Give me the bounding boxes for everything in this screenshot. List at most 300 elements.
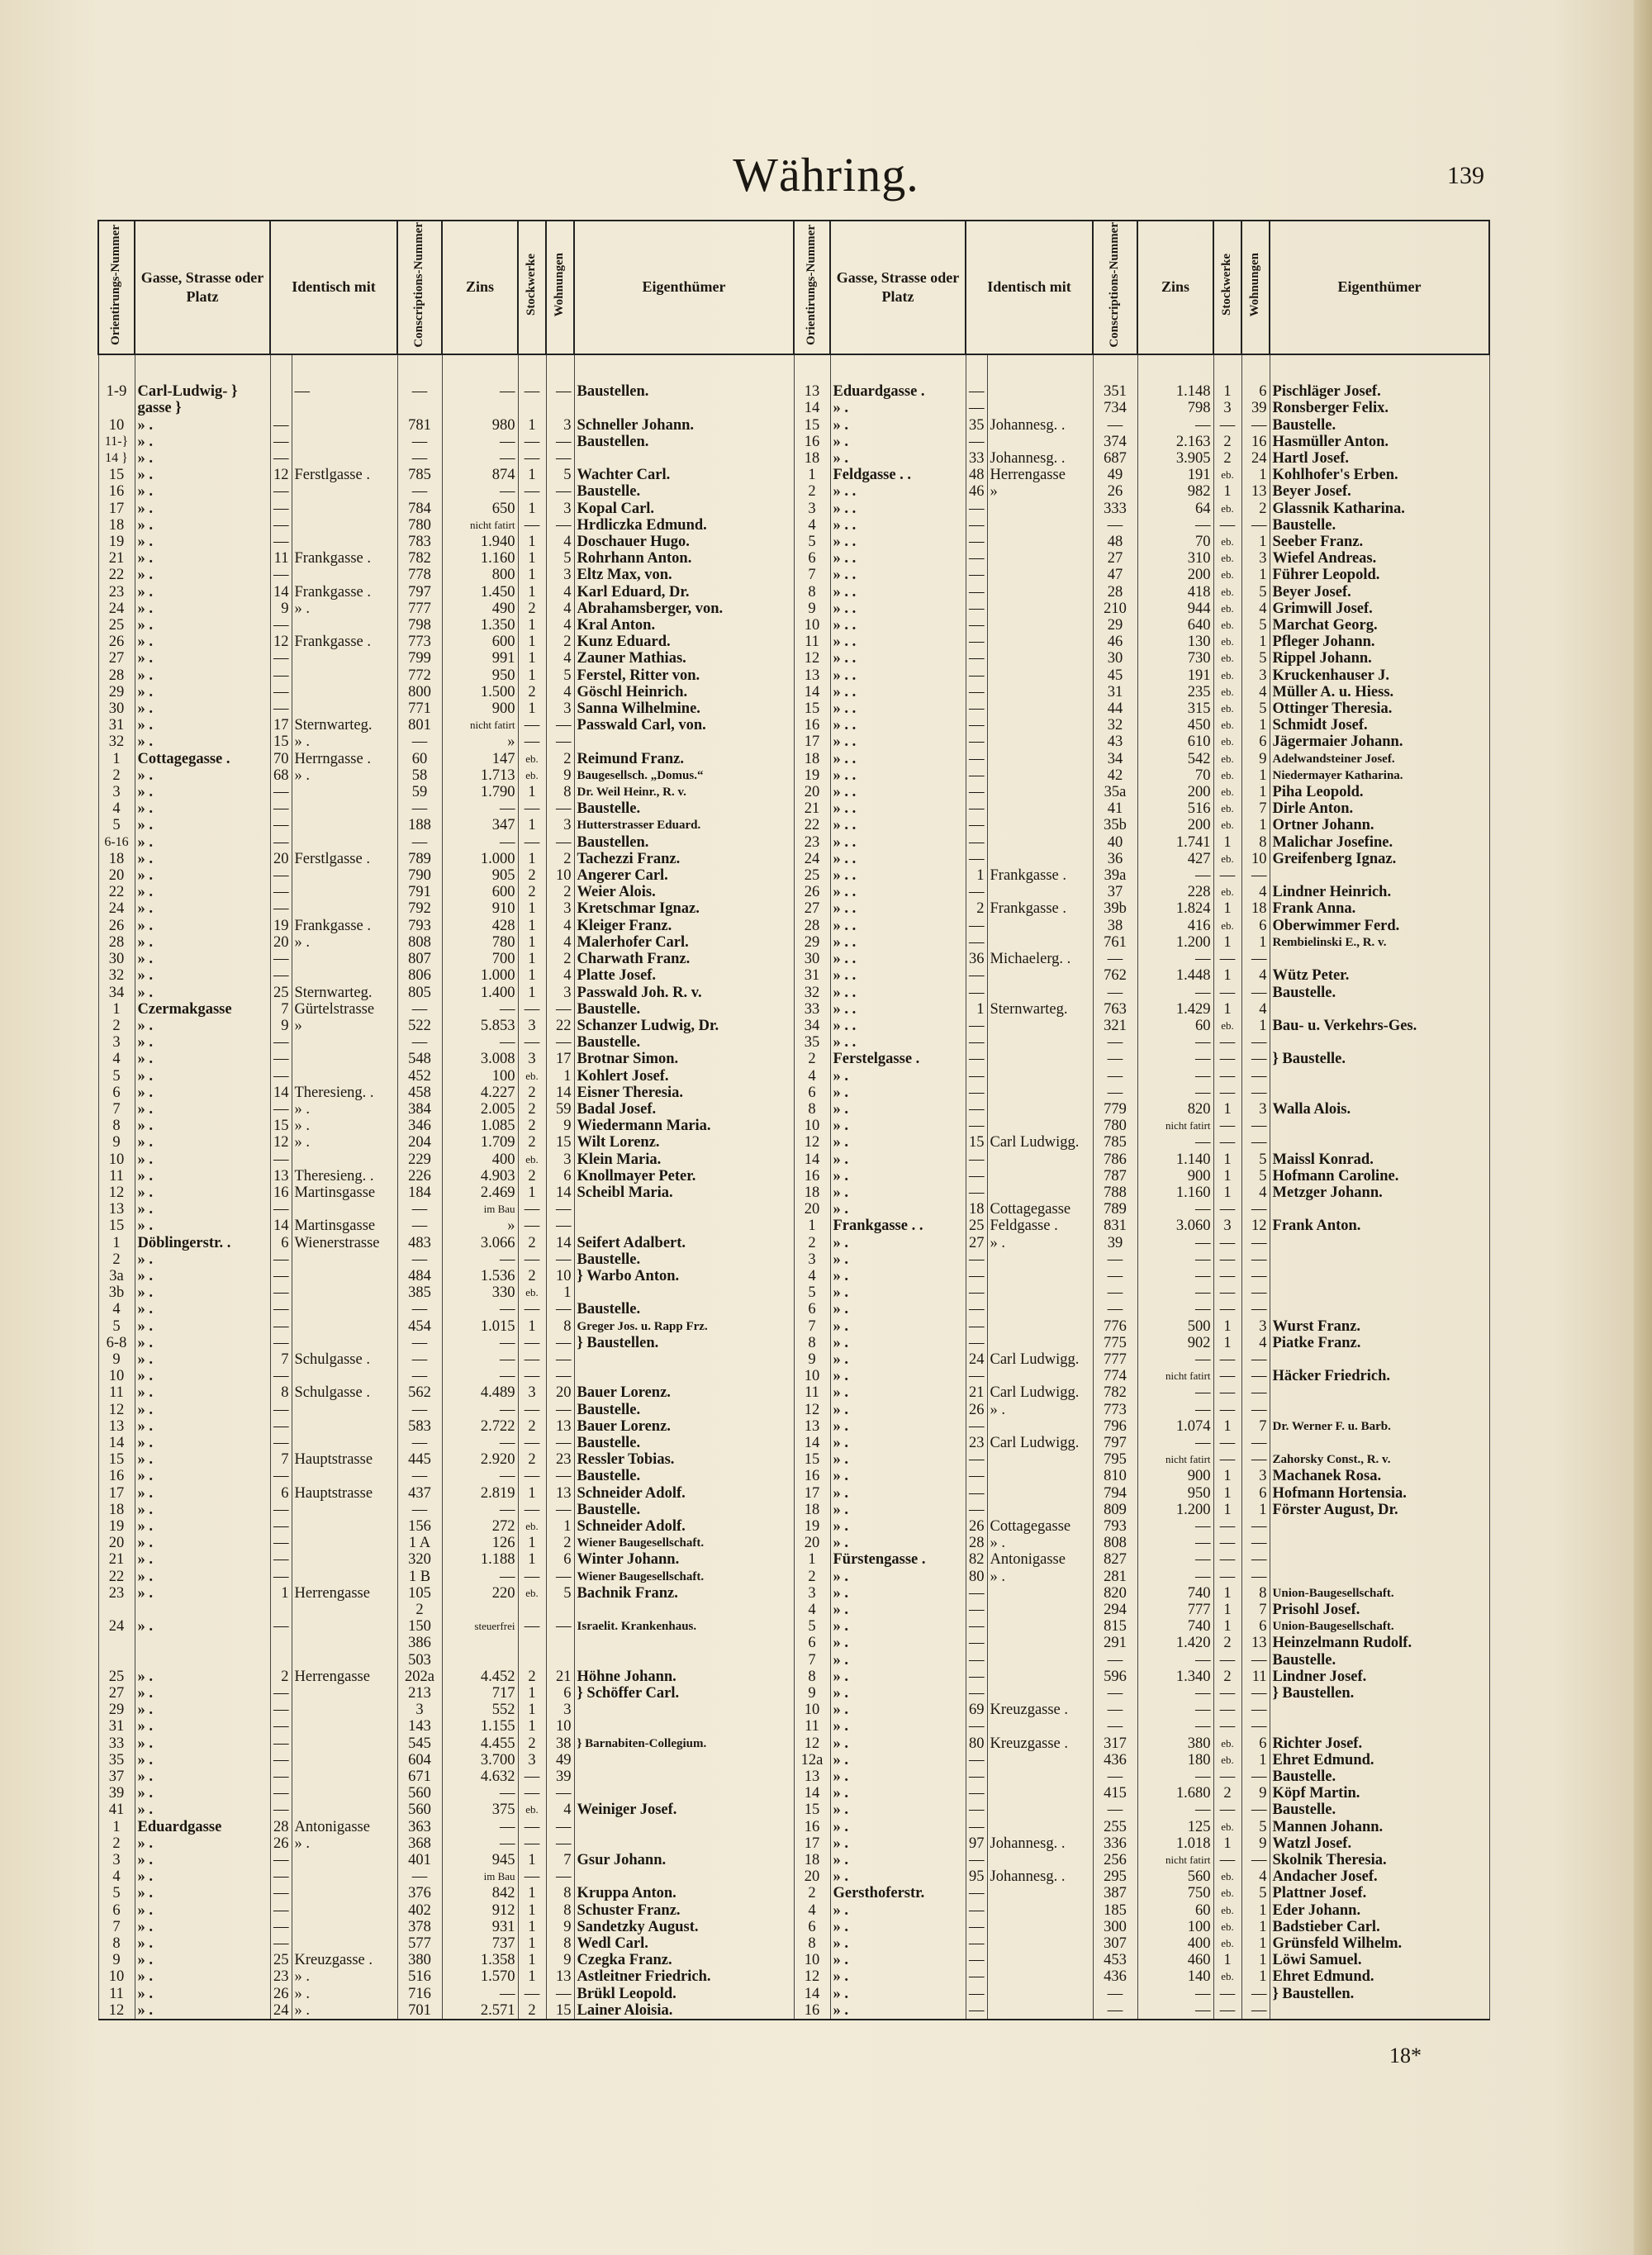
- cell-eigen: Astleitner Friedrich.: [574, 1968, 794, 1985]
- cell-zins: 3.066: [442, 1235, 518, 1251]
- cell-consc: 562: [397, 1384, 442, 1401]
- cell-eigen: [574, 1718, 794, 1735]
- cell-consc: 402: [397, 1902, 442, 1919]
- cell-consc: —: [397, 1402, 442, 1418]
- cell-gasse: » . .: [830, 617, 966, 634]
- cell-gasse: » .: [830, 1852, 966, 1868]
- table-row: [98, 383, 794, 400]
- cell-consc: 37: [1093, 884, 1137, 900]
- cell-ident-gasse: » .: [292, 1101, 397, 1118]
- cell-consc: 560: [397, 1802, 442, 1818]
- cell-consc: —: [397, 383, 442, 400]
- cell-gasse: Eduardgasse .: [830, 383, 966, 400]
- cell-gasse: » .: [830, 1518, 966, 1535]
- cell-stock: 1: [1213, 1168, 1241, 1184]
- cell-consc: 779: [1093, 1101, 1137, 1118]
- cell-gasse: [830, 354, 966, 383]
- cell-stock: eb.: [1213, 1868, 1241, 1885]
- table-row: [98, 1101, 794, 1118]
- table-row: [794, 2002, 1489, 2020]
- cell-ident-nr: 12: [270, 467, 292, 483]
- cell-eigen: Kohlhofer's Erben.: [1270, 467, 1489, 483]
- table-row: [794, 1835, 1489, 1852]
- cell-eigen: [574, 1868, 794, 1885]
- cell-orient: 34: [794, 1018, 830, 1034]
- table-row: [98, 851, 794, 867]
- cell-zins: 3.008: [442, 1051, 518, 1067]
- table-row: [794, 767, 1489, 784]
- cell-eigen: Führer Leopold.: [1270, 567, 1489, 583]
- cell-orient: [98, 354, 135, 383]
- cell-zins: —: [1137, 1768, 1213, 1785]
- cell-ident-nr: —: [966, 1184, 987, 1201]
- header-row: [98, 221, 794, 354]
- cell-consc: 210: [1093, 601, 1137, 617]
- cell-stock: 1: [1213, 1602, 1241, 1618]
- cell-wohn: —: [1241, 1085, 1270, 1101]
- cell-eigen: Ortner Johann.: [1270, 817, 1489, 833]
- cell-stock: 1: [518, 417, 546, 434]
- cell-eigen: Dr. Werner F. u. Barb.: [1270, 1418, 1489, 1435]
- cell-zins: 874: [442, 467, 518, 483]
- cell-zins: 1.188: [442, 1551, 518, 1568]
- cell-gasse: Gersthoferstr.: [830, 1885, 966, 1901]
- cell-orient: [98, 1652, 135, 1669]
- cell-consc: 320: [397, 1551, 442, 1568]
- cell-consc: 801: [397, 717, 442, 733]
- cell-stock: [518, 400, 546, 416]
- cell-zins: 980: [442, 417, 518, 434]
- cell-ident-nr: 2: [966, 900, 987, 917]
- cell-consc: 483: [397, 1235, 442, 1251]
- cell-zins: 3.060: [1137, 1218, 1213, 1234]
- cell-stock: 1: [518, 1919, 546, 1935]
- cell-orient: 17: [98, 1485, 135, 1502]
- cell-ident-gasse: Wienerstrasse: [292, 1235, 397, 1251]
- cell-gasse: » .: [830, 1718, 966, 1735]
- table-row: [98, 354, 794, 383]
- cell-ident-nr: —: [966, 1952, 987, 1968]
- cell-ident-gasse: [987, 1618, 1093, 1635]
- cell-ident-nr: —: [270, 650, 292, 667]
- cell-ident-nr: 6: [270, 1485, 292, 1502]
- cell-stock: —: [1213, 1268, 1241, 1284]
- cell-wohn: —: [1241, 985, 1270, 1001]
- table-row: [98, 1118, 794, 1134]
- cell-wohn: 3: [546, 817, 574, 833]
- cell-ident-gasse: Carl Ludwigg.: [987, 1435, 1093, 1451]
- cell-wohn: —: [546, 717, 574, 733]
- cell-stock: 2: [1213, 1669, 1241, 1685]
- cell-consc: 437: [397, 1485, 442, 1502]
- cell-ident-nr: —: [966, 1785, 987, 1802]
- table-row: [98, 1785, 794, 1802]
- cell-zins: 315: [1137, 700, 1213, 717]
- cell-zins: [442, 400, 518, 416]
- cell-consc: 40: [1093, 834, 1137, 851]
- cell-ident-gasse: [987, 733, 1093, 750]
- cell-wohn: 7: [1241, 1602, 1270, 1618]
- cell-ident-nr: 26: [966, 1518, 987, 1535]
- cell-eigen: Charwath Franz.: [574, 951, 794, 967]
- cell-orient: 2: [794, 1051, 830, 1067]
- cell-wohn: —: [1241, 1284, 1270, 1301]
- cell-ident-nr: —: [270, 567, 292, 583]
- cell-ident-gasse: [987, 918, 1093, 934]
- cell-wohn: —: [1241, 1351, 1270, 1368]
- cell-stock: eb.: [1213, 918, 1241, 934]
- table-row: [98, 1085, 794, 1101]
- cell-ident-gasse: Johannesg. .: [987, 1868, 1093, 1885]
- cell-ident-nr: —: [270, 1051, 292, 1067]
- cell-stock: 2: [518, 867, 546, 884]
- cell-wohn: —: [546, 1986, 574, 2002]
- cell-zins: 126: [442, 1535, 518, 1551]
- cell-consc: 800: [397, 684, 442, 700]
- cell-ident-nr: 2: [270, 1669, 292, 1685]
- cell-gasse: » .: [135, 1752, 270, 1768]
- cell-consc: 831: [1093, 1218, 1137, 1234]
- cell-wohn: 1: [1241, 1952, 1270, 1968]
- cell-ident-nr: —: [966, 733, 987, 750]
- table-row: [98, 800, 794, 817]
- cell-orient: 2: [98, 767, 135, 784]
- cell-gasse: » . .: [830, 851, 966, 867]
- cell-eigen: [574, 1819, 794, 1835]
- cell-zins: 1.536: [442, 1268, 518, 1284]
- cell-ident-gasse: [292, 1768, 397, 1785]
- cell-gasse: » .: [135, 417, 270, 434]
- table-row: [794, 1235, 1489, 1251]
- table-row: [794, 1301, 1489, 1317]
- cell-consc: 560: [397, 1785, 442, 1802]
- cell-ident-gasse: [987, 1268, 1093, 1284]
- cell-consc: 789: [1093, 1201, 1137, 1218]
- cell-gasse: » .: [830, 1685, 966, 1702]
- cell-ident-gasse: [987, 985, 1093, 1001]
- cell-zins: —: [1137, 417, 1213, 434]
- cell-stock: 3: [518, 1752, 546, 1768]
- cell-gasse: » .: [830, 1134, 966, 1151]
- cell-consc: 776: [1093, 1318, 1137, 1335]
- cell-stock: —: [1213, 985, 1241, 1001]
- cell-orient: 26: [98, 634, 135, 650]
- cell-wohn: 23: [546, 1451, 574, 1468]
- cell-stock: 2: [518, 1235, 546, 1251]
- cell-consc: 687: [1093, 450, 1137, 467]
- cell-zins: [442, 354, 518, 383]
- cell-ident-gasse: [987, 617, 1093, 634]
- cell-stock: 3: [518, 1018, 546, 1034]
- cell-stock: eb.: [1213, 667, 1241, 684]
- cell-eigen: Frank Anna.: [1270, 900, 1489, 917]
- table-row: [98, 434, 794, 450]
- cell-consc: 797: [397, 584, 442, 601]
- table-row: [98, 1952, 794, 1968]
- cell-orient: 27: [794, 900, 830, 917]
- cell-orient: 3: [98, 1852, 135, 1868]
- cell-consc: —: [397, 450, 442, 467]
- cell-consc: —: [1093, 1652, 1137, 1669]
- cell-wohn: 38: [546, 1735, 574, 1752]
- cell-wohn: 17: [546, 1051, 574, 1067]
- cell-zins: 991: [442, 650, 518, 667]
- cell-stock: —: [1213, 951, 1241, 967]
- table-row: [98, 450, 794, 467]
- cell-ident-gasse: [292, 617, 397, 634]
- cell-zins: 610: [1137, 733, 1213, 750]
- table-row: [794, 1602, 1489, 1618]
- cell-consc: 42: [1093, 767, 1137, 784]
- cell-ident-nr: —: [270, 1702, 292, 1718]
- cell-wohn: 6: [1241, 733, 1270, 750]
- cell-ident-nr: 15: [966, 1134, 987, 1151]
- cell-eigen: Weiniger Josef.: [574, 1802, 794, 1818]
- cell-zins: 200: [1137, 567, 1213, 583]
- cell-gasse: » . .: [830, 667, 966, 684]
- cell-orient: 2: [794, 1569, 830, 1585]
- cell-wohn: 10: [546, 1268, 574, 1284]
- cell-gasse: » .: [830, 1368, 966, 1384]
- cell-consc: 790: [397, 867, 442, 884]
- table-row: [98, 1718, 794, 1735]
- cell-consc: 60: [397, 751, 442, 767]
- cell-ident-gasse: [292, 1435, 397, 1451]
- cell-gasse: » .: [830, 1902, 966, 1919]
- table-row: [794, 1569, 1489, 1585]
- cell-ident-nr: —: [966, 517, 987, 534]
- cell-ident-nr: —: [270, 417, 292, 434]
- cell-gasse: » . .: [830, 951, 966, 967]
- cell-gasse: » . .: [830, 884, 966, 900]
- cell-gasse: » .: [135, 985, 270, 1001]
- cell-wohn: 16: [1241, 434, 1270, 450]
- cell-eigen: Hutterstrasser Eduard.: [574, 817, 794, 833]
- cell-eigen: [1270, 1435, 1489, 1451]
- table-row: [98, 717, 794, 733]
- col-stock: Stockwerke: [1213, 221, 1241, 354]
- cell-wohn: 2: [546, 634, 574, 650]
- cell-ident-gasse: [987, 1819, 1093, 1835]
- cell-zins: —: [442, 1819, 518, 1835]
- cell-ident-nr: —: [966, 800, 987, 817]
- cell-zins: 944: [1137, 601, 1213, 617]
- cell-ident-nr: 16: [270, 1184, 292, 1201]
- cell-eigen: Ottinger Theresia.: [1270, 700, 1489, 717]
- cell-consc: 380: [397, 1952, 442, 1968]
- cell-ident-gasse: [987, 1768, 1093, 1785]
- cell-stock: [1213, 354, 1241, 383]
- cell-gasse: » .: [135, 1018, 270, 1034]
- cell-ident-nr: —: [966, 767, 987, 784]
- cell-stock: eb.: [1213, 1902, 1241, 1919]
- cell-eigen: Baustelle.: [1270, 1802, 1489, 1818]
- cell-ident-nr: —: [270, 784, 292, 800]
- cell-wohn: —: [1241, 1451, 1270, 1468]
- cell-ident-nr: —: [966, 1034, 987, 1051]
- cell-consc: 295: [1093, 1868, 1137, 1885]
- cell-eigen: [574, 1218, 794, 1234]
- cell-stock: 1: [1213, 1418, 1241, 1435]
- cell-gasse: » .: [830, 1752, 966, 1768]
- cell-consc: 336: [1093, 1835, 1137, 1852]
- table-row: [98, 567, 794, 583]
- cell-wohn: 7: [1241, 1418, 1270, 1435]
- cell-zins: —: [442, 1986, 518, 2002]
- cell-orient: 27: [98, 1685, 135, 1702]
- cell-ident-nr: —: [270, 1502, 292, 1518]
- table-row: [794, 985, 1489, 1001]
- cell-stock: eb.: [1213, 567, 1241, 583]
- cell-zins: 982: [1137, 483, 1213, 500]
- cell-eigen: Glassnik Katharina.: [1270, 501, 1489, 517]
- cell-consc: 294: [1093, 1602, 1137, 1618]
- cell-wohn: 39: [546, 1768, 574, 1785]
- cell-consc: 213: [397, 1685, 442, 1702]
- cell-orient: 3a: [98, 1268, 135, 1284]
- cell-stock: 1: [518, 1702, 546, 1718]
- cell-ident-gasse: Sternwarteg.: [987, 1001, 1093, 1018]
- cell-stock: 2: [518, 884, 546, 900]
- cell-zins: 60: [1137, 1018, 1213, 1034]
- cell-eigen: Wilt Lorenz.: [574, 1134, 794, 1151]
- cell-stock: eb.: [1213, 733, 1241, 750]
- cell-consc: 48: [1093, 534, 1137, 550]
- cell-wohn: [546, 1635, 574, 1651]
- cell-ident-gasse: [292, 1284, 397, 1301]
- cell-consc: —: [1093, 1718, 1137, 1735]
- cell-orient: 32: [98, 967, 135, 984]
- cell-eigen: Eder Johann.: [1270, 1902, 1489, 1919]
- cell-eigen: Brotnar Simon.: [574, 1051, 794, 1067]
- cell-gasse: » .: [135, 800, 270, 817]
- cell-zins: —: [1137, 1569, 1213, 1585]
- cell-eigen: Kral Anton.: [574, 617, 794, 634]
- cell-orient: 12: [98, 1402, 135, 1418]
- table-row: [98, 617, 794, 634]
- cell-wohn: 1: [1241, 634, 1270, 650]
- cell-eigen: Wedl Carl.: [574, 1935, 794, 1952]
- cell-consc: 28: [1093, 584, 1137, 601]
- cell-ident-gasse: Herrengasse: [987, 467, 1093, 483]
- cell-wohn: —: [546, 733, 574, 750]
- cell-ident-gasse: [987, 584, 1093, 601]
- cell-eigen: [574, 1284, 794, 1301]
- table-row: [98, 1268, 794, 1284]
- cell-stock: 2: [518, 601, 546, 617]
- cell-stock: eb.: [1213, 501, 1241, 517]
- cell-ident-gasse: [292, 650, 397, 667]
- table-row: [98, 1001, 794, 1018]
- cell-ident-nr: 82: [966, 1551, 987, 1568]
- cell-gasse: » .: [135, 784, 270, 800]
- cell-eigen: [1270, 1068, 1489, 1085]
- table-row: [794, 817, 1489, 833]
- cell-gasse: » .: [135, 1384, 270, 1401]
- cell-wohn: —: [1241, 1201, 1270, 1218]
- cell-gasse: » .: [830, 417, 966, 434]
- cell-wohn: 14: [546, 1184, 574, 1201]
- table-row: [794, 434, 1489, 450]
- cell-zins: —: [442, 1351, 518, 1368]
- cell-eigen: Eltz Max, von.: [574, 567, 794, 583]
- col-consc: Conscriptions-Nummer: [397, 221, 442, 354]
- cell-stock: —: [518, 1468, 546, 1484]
- cell-gasse: » .: [135, 1702, 270, 1718]
- cell-stock: —: [518, 1034, 546, 1051]
- cell-gasse: » .: [135, 1435, 270, 1451]
- cell-ident-nr: —: [966, 967, 987, 984]
- table-row: [794, 1652, 1489, 1669]
- cell-consc: —: [1093, 1802, 1137, 1818]
- cell-consc: 671: [397, 1768, 442, 1785]
- cell-eigen: Eisner Theresia.: [574, 1085, 794, 1101]
- cell-ident-gasse: [292, 1518, 397, 1535]
- cell-ident-gasse: [292, 400, 397, 416]
- cell-zins: —: [442, 383, 518, 400]
- cell-ident-gasse: [987, 1669, 1093, 1685]
- cell-gasse: » .: [135, 918, 270, 934]
- cell-ident-nr: —: [966, 1168, 987, 1184]
- cell-zins: 945: [442, 1852, 518, 1868]
- cell-stock: eb.: [1213, 700, 1241, 717]
- footer-mark: 18*: [1389, 2044, 1422, 2067]
- cell-orient: [98, 400, 135, 416]
- cell-stock: —: [518, 1301, 546, 1317]
- cell-orient: 24: [794, 851, 830, 867]
- cell-ident-gasse: [987, 1284, 1093, 1301]
- cell-ident-gasse: Hauptstrasse: [292, 1485, 397, 1502]
- cell-consc: 806: [397, 967, 442, 984]
- cell-wohn: —: [546, 1835, 574, 1852]
- cell-consc: 43: [1093, 733, 1137, 750]
- cell-eigen: [1270, 1518, 1489, 1535]
- cell-zins: 4.489: [442, 1384, 518, 1401]
- cell-gasse: » . .: [830, 650, 966, 667]
- cell-wohn: —: [546, 1618, 574, 1635]
- cell-gasse: » .: [135, 1151, 270, 1168]
- cell-gasse: » .: [830, 2002, 966, 2020]
- cell-gasse: » .: [830, 1502, 966, 1518]
- cell-gasse: » .: [135, 1952, 270, 1968]
- cell-eigen: [1270, 1251, 1489, 1268]
- cell-wohn: 1: [546, 1068, 574, 1085]
- cell-gasse: » .: [135, 1535, 270, 1551]
- cell-ident-gasse: Theresieng. .: [292, 1168, 397, 1184]
- cell-zins: —: [1137, 867, 1213, 884]
- cell-stock: 1: [518, 567, 546, 583]
- cell-eigen: Piha Leopold.: [1270, 784, 1489, 800]
- cell-stock: —: [518, 1768, 546, 1785]
- cell-gasse: » .: [135, 1201, 270, 1218]
- cell-ident-nr: —: [966, 1718, 987, 1735]
- cell-gasse: » .: [830, 1535, 966, 1551]
- cell-consc: 41: [1093, 800, 1137, 817]
- cell-ident-gasse: Frankgasse .: [987, 900, 1093, 917]
- cell-eigen: [1270, 1134, 1489, 1151]
- table-row: [98, 1051, 794, 1067]
- cell-consc: 794: [1093, 1485, 1137, 1502]
- table-row: [794, 483, 1489, 500]
- cell-orient: 11: [98, 1986, 135, 2002]
- cell-eigen: Seifert Adalbert.: [574, 1235, 794, 1251]
- cell-orient: 24: [98, 1618, 135, 1635]
- cell-stock: —: [1213, 1301, 1241, 1317]
- cell-orient: 30: [794, 951, 830, 967]
- cell-gasse: » . .: [830, 567, 966, 583]
- cell-ident-nr: 80: [966, 1569, 987, 1585]
- cell-ident-nr: 14: [270, 1218, 292, 1234]
